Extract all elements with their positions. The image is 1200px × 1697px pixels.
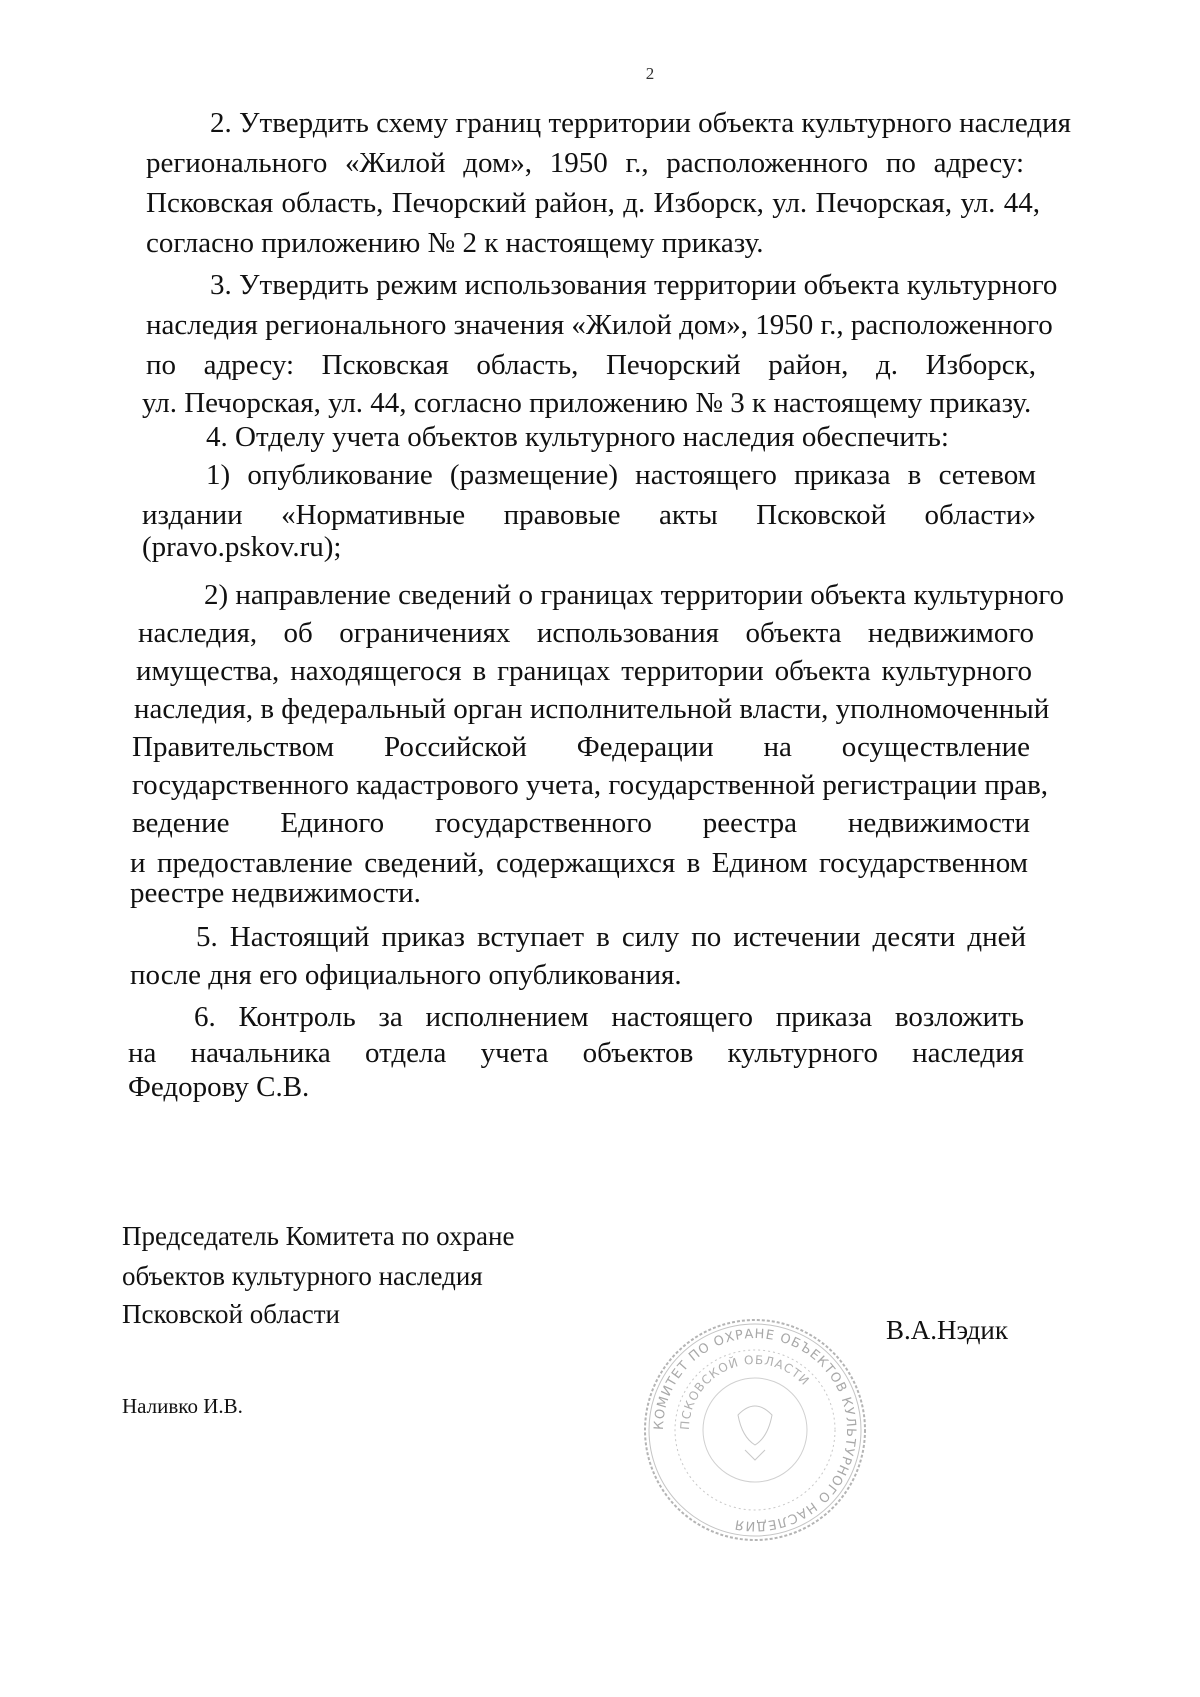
paragraph-line: на начальника отдела учета объектов культурного наследия xyxy=(128,1037,1024,1069)
paragraph-line: ул. Печорская, ул. 44, согласно приложению № 3 к настоящему приказу. xyxy=(142,387,1032,419)
signer-position-line-3: Псковской области xyxy=(122,1299,341,1329)
paragraph-line: наследия, в федеральный орган исполнительной власти, уполномоченный xyxy=(134,693,1050,725)
signer-position-line-1: Председатель Комитета по охране xyxy=(122,1221,515,1251)
paragraph-line: 5. Настоящий приказ вступает в силу по истечении десяти дней xyxy=(196,921,1026,953)
paragraph-line: ведение Единого государственного реестра недвижимости xyxy=(132,807,1030,839)
paragraph-line: Правительством Российской Федерации на осуществление xyxy=(132,731,1030,763)
paragraph-line: наследия, об ограничениях использования объекта недвижимого xyxy=(138,617,1034,649)
signer-position-line-2: объектов культурного наследия xyxy=(122,1261,483,1291)
paragraph-line: 2. Утвердить схему границ территории объекта культурного наследия xyxy=(210,107,1071,139)
paragraph-line: по адресу: Псковская область, Печорский район, д. Изборск, xyxy=(146,349,1036,381)
paragraph-line: Псковская область, Печорский район, д. Изборск, ул. Печорская, ул. 44, xyxy=(146,187,1040,219)
official-seal xyxy=(640,1315,870,1545)
paragraph-line: 3. Утвердить режим использования территории объекта культурного xyxy=(210,269,1058,301)
paragraph-line: реестре недвижимости. xyxy=(130,877,421,909)
svg-text:КОМИТЕТ ПО ОХРАНЕ ОБЪЕКТОВ КУЛ xyxy=(652,1327,858,1533)
paragraph-line: 6. Контроль за исполнением настоящего приказа возложить xyxy=(194,1001,1024,1033)
svg-text:ПСКОВСКОЙ ОБЛАСТИ xyxy=(678,1353,813,1430)
signer-name: В.А.Нэдик xyxy=(886,1315,1009,1345)
page-number: 2 xyxy=(645,64,655,83)
paragraph-line: после дня его официального опубликования. xyxy=(130,959,682,991)
paragraph-line: регионального «Жилой дом», 1950 г., расположенного по адресу: xyxy=(146,147,1024,179)
executor-name: Наливко И.В. xyxy=(122,1394,243,1418)
paragraph-line: Федорову С.В. xyxy=(128,1071,310,1103)
paragraph-line: (pravo.pskov.ru); xyxy=(142,531,342,563)
paragraph-line: 1) опубликование (размещение) настоящего приказа в сетевом xyxy=(206,459,1036,491)
paragraph-line: 2) направление сведений о границах территории объекта культурного xyxy=(204,579,1065,611)
paragraph-line: издании «Нормативные правовые акты Псковской области» xyxy=(142,499,1036,531)
paragraph-line: имущества, находящегося в границах территории объекта культурного xyxy=(136,655,1032,687)
paragraph-line: и предоставление сведений, содержащихся в Едином государственном xyxy=(130,847,1028,879)
paragraph-line: согласно приложению № 2 к настоящему приказу. xyxy=(146,227,764,259)
paragraph-line: 4. Отделу учета объектов культурного наследия обеспечить: xyxy=(206,421,949,453)
paragraph-line: государственного кадастрового учета, государственной регистрации прав, xyxy=(132,769,1049,801)
seal-outer-text: КОМИТЕТ ПО ОХРАНЕ ОБЪЕКТОВ КУЛЬТУРНОГО НАСЛЕДИЯ xyxy=(651,1326,859,1534)
paragraph-line: наследия регионального значения «Жилой дом», 1950 г., расположенного xyxy=(146,309,1053,341)
seal-inner-text: ПСКОВСКОЙ ОБЛАСТИ xyxy=(677,1352,813,1431)
